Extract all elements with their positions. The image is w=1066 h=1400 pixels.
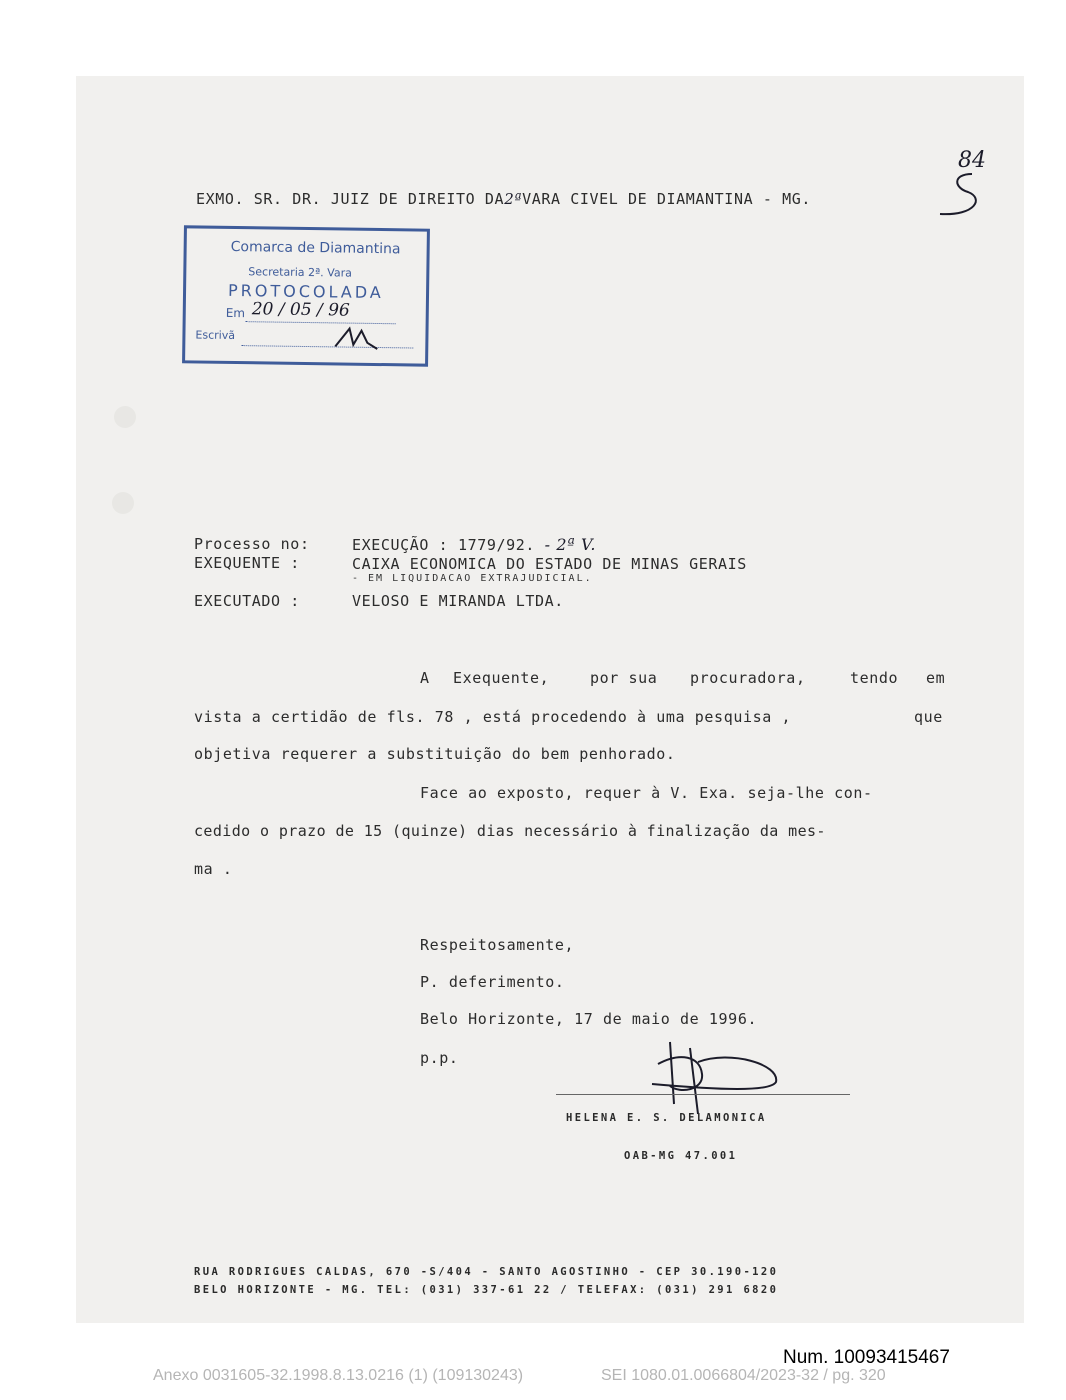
process-number: EXECUÇÃO : 1779/92. xyxy=(352,536,535,554)
exequente-value: CAIXA ECONOMICA DO ESTADO DE MINAS GERAIS xyxy=(352,555,747,573)
p1-word-c: por sua xyxy=(590,669,658,687)
stamp-em-label: Em xyxy=(225,305,246,321)
annex-reference: Anexo 0031605-32.1998.8.13.0216 (1) (109130243) xyxy=(153,1367,524,1384)
p2-line-3: ma . xyxy=(194,860,233,878)
stamp-initials-scribble xyxy=(331,322,381,355)
process-value xyxy=(352,535,596,554)
p1-line-2: vista a certidão de fls. 78 , está procedendo à uma pesquisa , xyxy=(194,708,792,726)
letterhead-contacts: BELO HORIZONTE - MG. TEL: (031) 337-61 22 / TELEFAX: (031) 291 6820 xyxy=(194,1284,779,1296)
stamp-secretaria: Secretaria 2ª. Vara xyxy=(248,265,352,280)
closing-pp: p.p. xyxy=(420,1049,459,1067)
process-handwritten-vara: - 2ª V. xyxy=(544,535,597,554)
exequente-subtitle: - EM LIQUIDACAO EXTRAJUDICIAL. xyxy=(352,573,593,584)
p2-line-1: Face ao exposto, requer à V. Exa. seja-lhe con- xyxy=(420,784,873,802)
page-mark: 84 xyxy=(958,148,986,173)
punch-hole xyxy=(112,492,134,514)
handwritten-s-mark xyxy=(932,170,992,222)
p1-word-a: A xyxy=(420,669,430,687)
p1-line-2-end: que xyxy=(914,708,943,726)
stamp-escriva-rule xyxy=(241,345,413,348)
sei-reference: SEI 1080.01.0066804/2023-32 / pg. 320 xyxy=(601,1367,886,1384)
document-number: Num. 10093415467 xyxy=(783,1347,950,1368)
p1-line-3: objetiva requerer a substituição do bem penhorado. xyxy=(194,745,676,763)
p1-word-b: Exequente, xyxy=(453,669,550,687)
exequente-label: EXEQUENTE : xyxy=(194,554,300,572)
p2-line-2: cedido o prazo de 15 (quinze) dias necessário à finalização da mes- xyxy=(194,822,826,840)
p1-word-d: procuradora, xyxy=(690,669,806,687)
addressee-line xyxy=(196,190,811,208)
p1-word-f: em xyxy=(926,669,946,687)
stamp-escriva-label: Escrivã xyxy=(195,328,236,343)
punch-hole xyxy=(114,406,136,428)
letterhead-address: RUA RODRIGUES CALDAS, 670 -S/404 - SANTO AGOSTINHO - CEP 30.190-120 xyxy=(194,1266,779,1278)
executado-label: EXECUTADO : xyxy=(194,592,300,610)
signer-oab: OAB-MG 47.001 xyxy=(624,1150,738,1162)
handwritten-vara: 2ª xyxy=(504,190,523,208)
closing-deferimento: P. deferimento. xyxy=(420,973,565,991)
p1-word-e: tendo xyxy=(850,669,899,687)
stamp-comarca: Comarca de Diamantina xyxy=(230,238,401,258)
executado-value: VELOSO E MIRANDA LTDA. xyxy=(352,592,564,610)
stamp-protocolada: PROTOCOLADA xyxy=(227,280,384,303)
addressee-rest: VARA CIVEL DE DIAMANTINA - MG. xyxy=(522,190,811,208)
process-label: Processo no: xyxy=(194,535,310,553)
addressee-text: EXMO. SR. DR. JUIZ DE DIREITO DA xyxy=(196,190,505,208)
signer-name: HELENA E. S. DELAMONICA xyxy=(566,1112,767,1124)
signature-line xyxy=(556,1094,850,1095)
protocol-stamp xyxy=(182,225,430,366)
closing-respeitosamente: Respeitosamente, xyxy=(420,936,575,954)
closing-place-date: Belo Horizonte, 17 de maio de 1996. xyxy=(420,1010,758,1028)
stamp-date: 20 / 05 / 96 xyxy=(251,299,350,321)
